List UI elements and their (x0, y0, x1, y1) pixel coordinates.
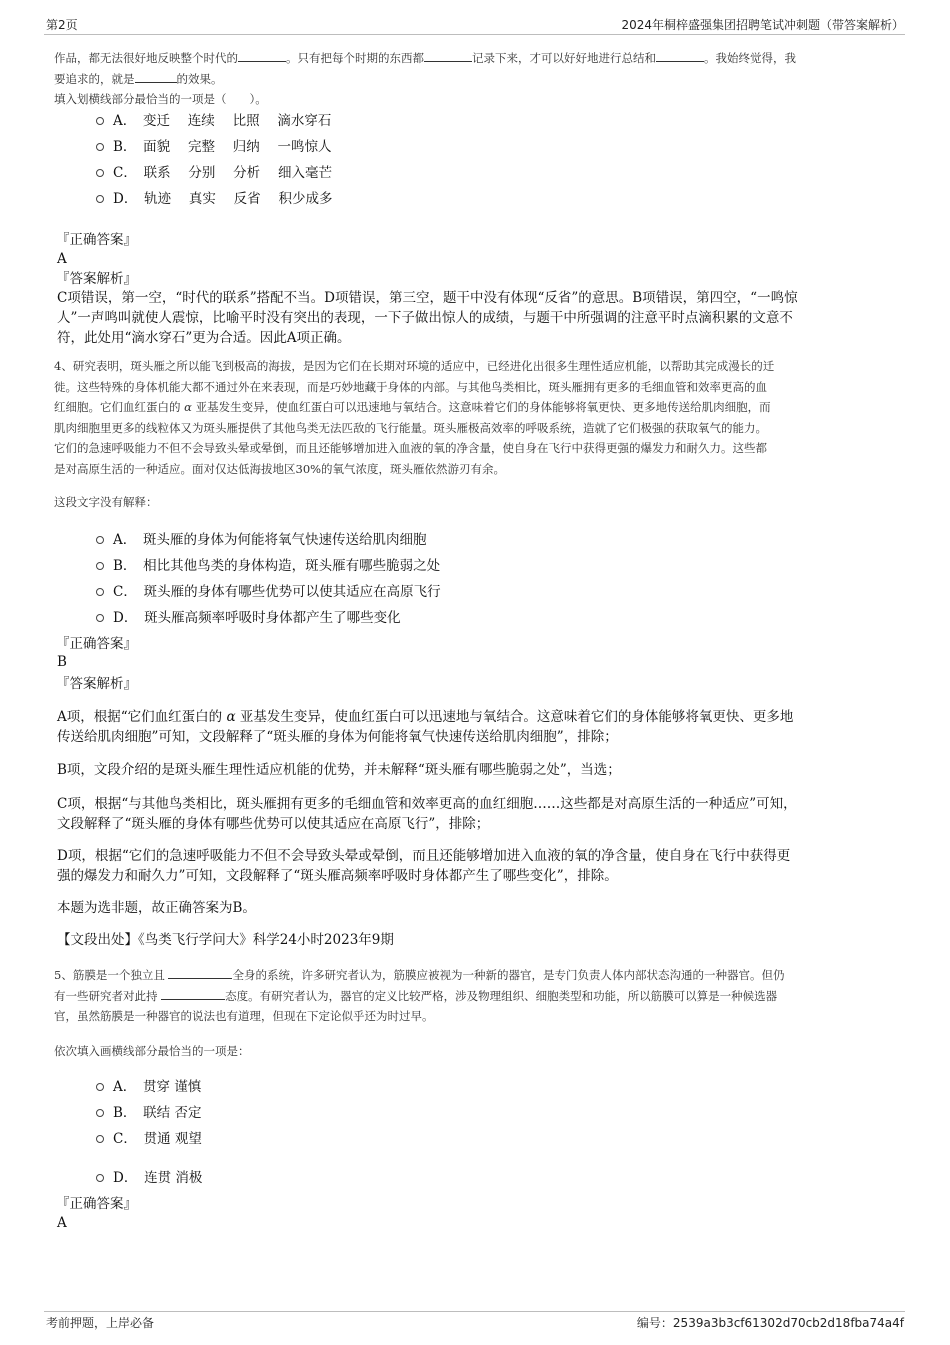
radio-icon[interactable] (96, 117, 104, 125)
radio-icon[interactable] (96, 143, 104, 151)
q3-analysis-label: 『答案解析』 (56, 271, 137, 287)
radio-icon[interactable] (96, 1174, 104, 1182)
q4-prompt: 这段文字没有解释： (54, 495, 158, 509)
document-id: 编号：2539a3b3cf61302d70cb2d18fba74a4f (636, 1316, 904, 1330)
radio-icon[interactable] (96, 1109, 104, 1117)
q3-stem: 作品，都无法很好地反映整个时代的 。只有把每个时期的东西都 记录下来，才可以好好地进行总结和 。我始终觉得，我 要追求的，就是 的效果。 填入划横线部分最恰当的一项是（ ）。 (54, 48, 899, 110)
q4-option-a[interactable]: A． 斑头雁的身体为何能将氧气快速传送给肌肉细胞 (96, 527, 427, 549)
radio-icon[interactable] (96, 562, 104, 570)
radio-icon[interactable] (96, 1135, 104, 1143)
q3-answer: A (57, 251, 67, 267)
radio-icon[interactable] (96, 536, 104, 544)
q5-stem: 5、筋膜是一个独立且 全身的系统，许多研究者认为，筋膜应被视为一种新的器官，是专门负责人体内部状态沟通的一种器官。但仍 有一些研究者对此持 态度。有研究者认为，器官的定义比较严格，涉及物理组织、细胞类型和功能，所以筋膜可以算是一种候选器 官，虽然筋膜是一种器官的说法也有道理，但现在下定论似乎还为时过早。 (54, 968, 785, 1023)
radio-icon[interactable] (96, 588, 104, 596)
q3-prompt: 填入划横线部分最恰当的一项是（ ）。 (54, 92, 267, 106)
footer-slogan: 考前押题，上岸必备 (46, 1316, 155, 1330)
q4-conclusion: 本题为选非题，故正确答案为B。 (57, 900, 256, 916)
q5-prompt: 依次填入画横线部分最恰当的一项是： (54, 1044, 250, 1058)
q4-analysis-b: B项，文段介绍的是斑头雁生理性适应机能的优势，并未解释“斑头雁有哪些脆弱之处”，当选； (57, 762, 621, 778)
q4-option-d[interactable]: D． 斑头雁高频率呼吸时身体都产生了哪些变化 (96, 605, 401, 627)
document-title: 2024年桐梓盛强集团招聘笔试冲刺题（带答案解析） (621, 18, 904, 32)
q3-answer-label: 『正确答案』 (56, 232, 137, 248)
radio-icon[interactable] (96, 195, 104, 203)
q5-option-a[interactable]: A． 贯穿 谨慎 (96, 1074, 201, 1096)
page-number: 第2页 (46, 18, 78, 32)
q3-analysis: C项错误，第一空，“时代的联系”搭配不当。D项错误，第三空，题干中没有体现“反省”的意思。B项错误，第四空，“一鸣惊 人”一声鸣叫就使人震惊，比喻平时没有突出的表现，一下子做出惊人的成绩，与题干中所强调的注意平时点滴积累的文意不 符，此处用“滴水穿石”更为合适。因此A项正确。 (57, 290, 798, 346)
header-divider (44, 34, 905, 35)
q4-analysis-c: C项，根据“与其他鸟类相比，斑头雁拥有更多的毛细血管和效率更高的血红细胞……这些都是对高原生活的一种适应”可知， 文段解释了“斑头雁的身体有哪些优势可以使其适应在高原飞行”，排除； (57, 796, 797, 832)
q5-option-d[interactable]: D． 连贯 消极 (96, 1165, 202, 1187)
q5-option-c[interactable]: C． 贯通 观望 (96, 1126, 202, 1148)
q3-option-d[interactable]: D． 轨迹 真实 反省 积少成多 (96, 186, 332, 208)
q3-option-c[interactable]: C． 联系 分别 分析 细入毫芒 (96, 160, 332, 182)
q5-answer-label: 『正确答案』 (56, 1196, 137, 1212)
q4-analysis-a: A项，根据“它们血红蛋白的 α 亚基发生变异，使血红蛋白可以迅速地与氧结合。这意味着它们的身体能够将氧更快、更多地 传送给肌肉细胞”可知，文段解释了“斑头雁的身体为何能将氧气快速传送给肌肉细胞”，排除； (57, 709, 794, 745)
radio-icon[interactable] (96, 1083, 104, 1091)
q4-option-c[interactable]: C． 斑头雁的身体有哪些优势可以使其适应在高原飞行 (96, 579, 441, 601)
q4-analysis-label: 『答案解析』 (56, 676, 137, 692)
q5-answer: A (57, 1215, 67, 1231)
q4-analysis-d: D项，根据“它们的急速呼吸能力不但不会导致头晕或晕倒，而且还能够增加进入血液的氧的净含量，使自身在飞行中获得更 强的爆发力和耐久力”可知，文段解释了“斑头雁高频率呼吸时身体都产生了哪些变化”，排除。 (57, 848, 791, 884)
q3-option-b[interactable]: B． 面貌 完整 归纳 一鸣惊人 (96, 134, 332, 156)
q3-option-a[interactable]: A． 变迁 连续 比照 滴水穿石 (96, 108, 331, 130)
q5-option-b[interactable]: B． 联结 否定 (96, 1100, 201, 1122)
q4-option-b[interactable]: B． 相比其他鸟类的身体构造，斑头雁有哪些脆弱之处 (96, 553, 440, 575)
q4-answer-label: 『正确答案』 (56, 636, 137, 652)
radio-icon[interactable] (96, 614, 104, 622)
footer-divider (44, 1311, 905, 1312)
q4-answer: B (57, 654, 67, 670)
q4-stem: 4、研究表明，斑头雁之所以能飞到极高的海拔，是因为它们在长期对环境的适应中，已经进化出很多生理性适应机能，以帮助其完成漫长的迁 徙。这些特殊的身体机能大都不通过外在来表现，而是巧妙地藏于身体的内部。与其他鸟类相比，斑头雁拥有更多的毛细血管和效率更高的血 红细胞。它们血红蛋白的 α 亚基发生变异，使血红蛋白可以迅速地与氧结合。这意味着它们的身体能够将氧更快、更多地传送给肌肉细胞，而 肌肉细胞里更多的线粒体又为斑头雁提供了其他鸟类无法匹敌的飞行能量。斑头雁极高效率的呼吸系统，造就了它们极强的获取氧气的能力。 它们的急速呼吸能力不但不会导致头晕或晕倒，而且还能够增加进入血液的氧的净含量，使自身在飞行中获得更强的爆发力和耐久力。这些都 是对高原生活的一种适应。面对仅达低海拔地区30%的氧气浓度，斑头雁依然游刃有余。 (54, 359, 775, 476)
q4-source: 【文段出处】《鸟类飞行学问大》科学24小时2023年9期 (57, 932, 394, 948)
radio-icon[interactable] (96, 169, 104, 177)
alpha-symbol: α (184, 400, 192, 414)
